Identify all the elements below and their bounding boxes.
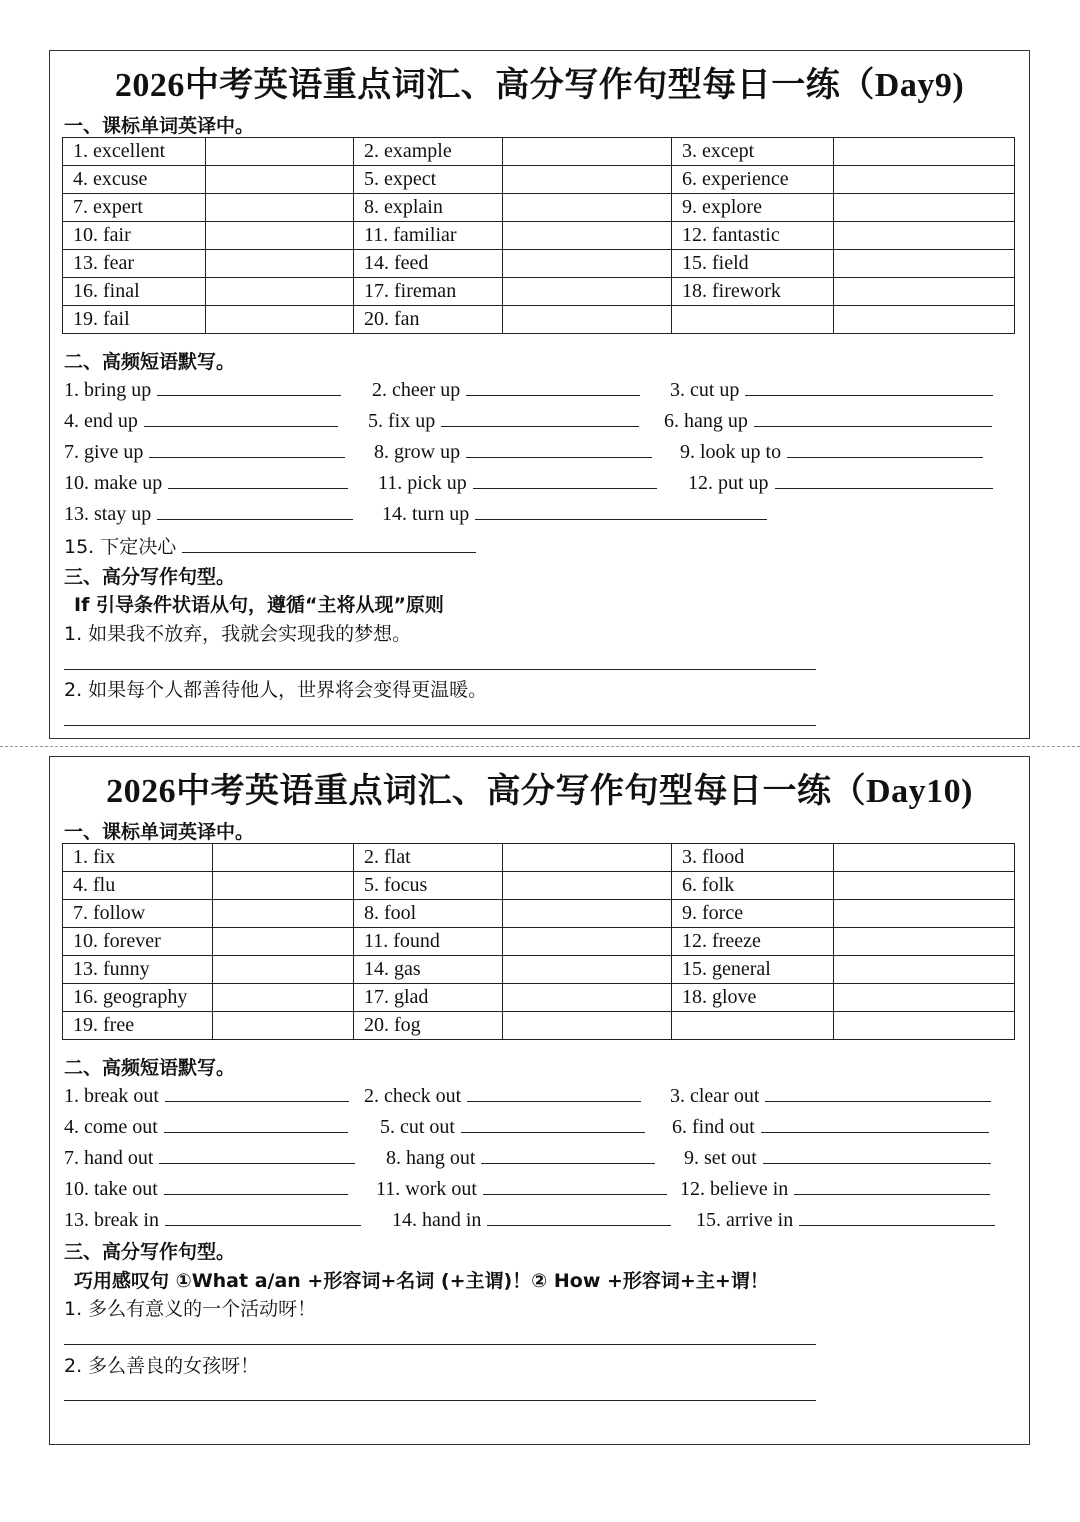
phrase-label: 8. grow up [374, 441, 461, 463]
phrase-label: 9. set out [684, 1147, 757, 1169]
answer-cell[interactable] [503, 844, 672, 872]
section2-heading: 二、高频短语默写。 [64, 351, 236, 373]
vocab-word: 16. final [63, 278, 206, 306]
phrase-item [368, 408, 639, 433]
answer-blank[interactable] [481, 1145, 655, 1164]
translation-question: 2. 如果每个人都善待他人，世界将会变得更温暖。 [64, 679, 488, 701]
phrase-item [364, 1083, 641, 1108]
answer-cell[interactable] [503, 984, 672, 1012]
answer-cell[interactable] [213, 928, 354, 956]
answer-blank[interactable] [754, 408, 992, 427]
vocab-word: 1. excellent [63, 138, 206, 166]
answer-blank[interactable] [466, 439, 652, 458]
answer-blank[interactable] [157, 501, 353, 520]
table-row [63, 306, 1015, 334]
phrase-item [378, 470, 657, 495]
vocab-word: 18. glove [672, 984, 834, 1012]
vocab-word: 15. general [672, 956, 834, 984]
answer-cell[interactable] [213, 844, 354, 872]
phrase-label: 15. 下定决心 [64, 536, 177, 558]
table-row [63, 900, 1015, 928]
section1-heading: 一、课标单词英译中。 [64, 821, 255, 843]
vocab-word: 15. field [672, 250, 834, 278]
table-row [63, 250, 1015, 278]
table-row [63, 844, 1015, 872]
phrase-item [380, 1114, 645, 1139]
answer-cell[interactable] [834, 872, 1015, 900]
phrase-item [64, 377, 341, 402]
phrase-label: 3. cut up [670, 379, 740, 401]
phrase-label: 3. clear out [670, 1085, 760, 1107]
vocab-word: 5. focus [354, 872, 503, 900]
phrase-item [392, 1207, 671, 1232]
vocab-word: 11. found [354, 928, 503, 956]
section2-heading: 二、高频短语默写。 [64, 1057, 236, 1079]
answer-cell[interactable] [206, 194, 354, 222]
phrase-item [64, 1207, 361, 1232]
vocab-word: 7. expert [63, 194, 206, 222]
vocab-word: 12. freeze [672, 928, 834, 956]
phrase-item [670, 1083, 991, 1108]
phrase-item [374, 439, 652, 464]
phrase-label: 2. check out [364, 1085, 462, 1107]
phrase-item [684, 1145, 991, 1170]
vocab-word: 16. geography [63, 984, 213, 1012]
answer-blank[interactable] [787, 439, 983, 458]
answer-line[interactable] [64, 725, 816, 726]
phrase-item [688, 470, 993, 495]
vocab-word: 6. experience [672, 166, 834, 194]
vocab-word: 10. fair [63, 222, 206, 250]
answer-blank[interactable] [149, 439, 345, 458]
answer-blank[interactable] [775, 470, 993, 489]
answer-cell[interactable] [206, 222, 354, 250]
answer-cell[interactable] [834, 166, 1015, 194]
vocab-word: 17. fireman [354, 278, 503, 306]
phrase-label: 15. arrive in [696, 1209, 794, 1231]
phrase-item [64, 1145, 355, 1170]
phrase-label: 9. look up to [680, 441, 782, 463]
phrase-item [64, 532, 476, 559]
answer-cell[interactable] [834, 984, 1015, 1012]
phrase-label: 6. find out [672, 1116, 755, 1138]
answer-cell[interactable] [503, 956, 672, 984]
answer-cell[interactable] [503, 306, 672, 334]
answer-cell[interactable] [503, 166, 672, 194]
table-row [63, 872, 1015, 900]
translation-question: 2. 多么善良的女孩呀！ [64, 1355, 260, 1377]
phrase-item [376, 1176, 667, 1201]
table-row [63, 1012, 1015, 1040]
vocab-word: 10. forever [63, 928, 213, 956]
phrase-item [382, 501, 767, 526]
answer-cell[interactable] [213, 956, 354, 984]
answer-blank[interactable] [745, 377, 993, 396]
answer-blank[interactable] [159, 1145, 355, 1164]
grammar-rule: 巧用感叹句 ①What a/an +形容词+名词 (+主谓)！② How +形容词+主+谓！ [74, 1270, 769, 1292]
phrase-label: 8. hang out [386, 1147, 476, 1169]
phrase-label: 6. hang up [664, 410, 748, 432]
answer-cell[interactable] [834, 222, 1015, 250]
phrase-item [64, 408, 338, 433]
answer-blank[interactable] [461, 1114, 645, 1133]
page-separator [0, 746, 1080, 747]
vocab-word: 18. firework [672, 278, 834, 306]
answer-blank[interactable] [799, 1207, 995, 1226]
phrase-label: 10. take out [64, 1178, 158, 1200]
answer-cell[interactable] [834, 844, 1015, 872]
answer-cell[interactable] [834, 194, 1015, 222]
vocab-word: 20. fan [354, 306, 503, 334]
vocab-word: 8. fool [354, 900, 503, 928]
vocab-word: 14. feed [354, 250, 503, 278]
answer-cell[interactable] [503, 928, 672, 956]
vocab-table [62, 137, 1015, 334]
section3-heading: 三、高分写作句型。 [64, 1241, 236, 1263]
answer-blank[interactable] [168, 470, 348, 489]
phrase-label: 12. believe in [680, 1178, 789, 1200]
table-row [63, 194, 1015, 222]
phrase-label: 13. break in [64, 1209, 159, 1231]
answer-blank[interactable] [182, 534, 476, 553]
answer-cell[interactable] [503, 900, 672, 928]
phrase-label: 10. make up [64, 472, 163, 494]
answer-blank[interactable] [765, 1083, 991, 1102]
answer-blank[interactable] [763, 1145, 991, 1164]
answer-blank[interactable] [487, 1207, 671, 1226]
answer-blank[interactable] [157, 377, 341, 396]
section3-heading: 三、高分写作句型。 [64, 566, 236, 588]
vocab-word: 9. force [672, 900, 834, 928]
vocab-table [62, 843, 1015, 1040]
vocab-word: 14. gas [354, 956, 503, 984]
answer-cell[interactable] [834, 900, 1015, 928]
vocab-word: 5. expect [354, 166, 503, 194]
worksheet-title: 2026中考英语重点词汇、高分写作句型每日一练（Day10) [106, 773, 973, 810]
vocab-word: 20. fog [354, 1012, 503, 1040]
vocab-word: 13. funny [63, 956, 213, 984]
vocab-word: 9. explore [672, 194, 834, 222]
answer-cell[interactable] [834, 278, 1015, 306]
answer-blank[interactable] [475, 501, 767, 520]
phrase-label: 13. stay up [64, 503, 152, 525]
vocab-word: 3. except [672, 138, 834, 166]
answer-blank[interactable] [473, 470, 657, 489]
vocab-word: 4. flu [63, 872, 213, 900]
phrase-label: 1. break out [64, 1085, 159, 1107]
phrase-label: 4. come out [64, 1116, 158, 1138]
vocab-word: 13. fear [63, 250, 206, 278]
vocab-word [672, 1012, 834, 1040]
answer-blank[interactable] [794, 1176, 990, 1195]
phrase-label: 14. turn up [382, 503, 470, 525]
phrase-label: 14. hand in [392, 1209, 482, 1231]
vocab-word: 3. flood [672, 844, 834, 872]
answer-cell[interactable] [834, 306, 1015, 334]
answer-line[interactable] [64, 1344, 816, 1345]
phrase-item [680, 1176, 990, 1201]
answer-blank[interactable] [467, 1083, 641, 1102]
phrase-item [670, 377, 993, 402]
answer-cell[interactable] [834, 956, 1015, 984]
vocab-word: 12. fantastic [672, 222, 834, 250]
worksheet-title: 2026中考英语重点词汇、高分写作句型每日一练（Day9) [114, 67, 965, 104]
phrase-item [64, 501, 353, 526]
answer-cell[interactable] [213, 984, 354, 1012]
answer-line[interactable] [64, 1400, 816, 1401]
phrase-item [386, 1145, 655, 1170]
answer-cell[interactable] [834, 928, 1015, 956]
section1-heading: 一、课标单词英译中。 [64, 115, 255, 137]
table-row [63, 278, 1015, 306]
phrase-item [696, 1207, 995, 1232]
vocab-word: 1. fix [63, 844, 213, 872]
vocab-word [672, 306, 834, 334]
answer-cell[interactable] [503, 138, 672, 166]
phrase-label: 7. hand out [64, 1147, 154, 1169]
phrase-label: 11. work out [376, 1178, 477, 1200]
answer-cell[interactable] [503, 222, 672, 250]
vocab-word: 4. excuse [63, 166, 206, 194]
table-row [63, 928, 1015, 956]
answer-cell[interactable] [834, 1012, 1015, 1040]
phrase-label: 5. fix up [368, 410, 436, 432]
phrase-item [664, 408, 992, 433]
answer-cell[interactable] [503, 278, 672, 306]
table-row [63, 166, 1015, 194]
answer-blank[interactable] [165, 1207, 361, 1226]
phrase-label: 1. bring up [64, 379, 152, 401]
vocab-word: 6. folk [672, 872, 834, 900]
table-row [63, 138, 1015, 166]
phrase-item [64, 439, 345, 464]
phrase-item [680, 439, 983, 464]
translation-question: 1. 多么有意义的一个活动呀！ [64, 1298, 317, 1320]
vocab-word: 2. flat [354, 844, 503, 872]
answer-cell[interactable] [213, 872, 354, 900]
answer-cell[interactable] [503, 1012, 672, 1040]
table-row [63, 984, 1015, 1012]
answer-cell[interactable] [834, 138, 1015, 166]
answer-cell[interactable] [834, 250, 1015, 278]
answer-cell[interactable] [206, 138, 354, 166]
table-row [63, 956, 1015, 984]
translation-question: 1. 如果我不放弃，我就会实现我的梦想。 [64, 623, 412, 645]
vocab-word: 19. free [63, 1012, 213, 1040]
worksheet-day10 [49, 756, 1030, 1445]
answer-blank[interactable] [466, 377, 640, 396]
vocab-word: 17. glad [354, 984, 503, 1012]
vocab-word: 19. fail [63, 306, 206, 334]
worksheet-day9 [49, 50, 1030, 739]
answer-blank[interactable] [165, 1083, 349, 1102]
phrase-item [672, 1114, 989, 1139]
phrase-label: 4. end up [64, 410, 138, 432]
grammar-rule: If 引导条件状语从句，遵循“主将从现”原则 [74, 594, 444, 616]
answer-cell[interactable] [503, 872, 672, 900]
answer-cell[interactable] [206, 166, 354, 194]
answer-blank[interactable] [441, 408, 639, 427]
answer-cell[interactable] [206, 278, 354, 306]
answer-blank[interactable] [164, 1176, 348, 1195]
answer-blank[interactable] [144, 408, 338, 427]
answer-cell[interactable] [503, 194, 672, 222]
phrase-item [64, 1114, 348, 1139]
phrase-label: 11. pick up [378, 472, 467, 494]
phrase-item [372, 377, 640, 402]
phrase-item [64, 470, 348, 495]
answer-blank[interactable] [483, 1176, 667, 1195]
answer-blank[interactable] [761, 1114, 989, 1133]
table-row [63, 222, 1015, 250]
answer-cell[interactable] [206, 250, 354, 278]
phrase-label: 7. give up [64, 441, 144, 463]
vocab-word: 7. follow [63, 900, 213, 928]
vocab-word: 2. example [354, 138, 503, 166]
phrase-item [64, 1083, 349, 1108]
phrase-item [64, 1176, 348, 1201]
answer-line[interactable] [64, 669, 816, 670]
phrase-label: 12. put up [688, 472, 769, 494]
answer-cell[interactable] [213, 1012, 354, 1040]
phrase-label: 5. cut out [380, 1116, 455, 1138]
vocab-word: 8. explain [354, 194, 503, 222]
answer-cell[interactable] [503, 250, 672, 278]
phrase-label: 2. cheer up [372, 379, 461, 401]
answer-blank[interactable] [164, 1114, 348, 1133]
answer-cell[interactable] [213, 900, 354, 928]
answer-cell[interactable] [206, 306, 354, 334]
vocab-word: 11. familiar [354, 222, 503, 250]
